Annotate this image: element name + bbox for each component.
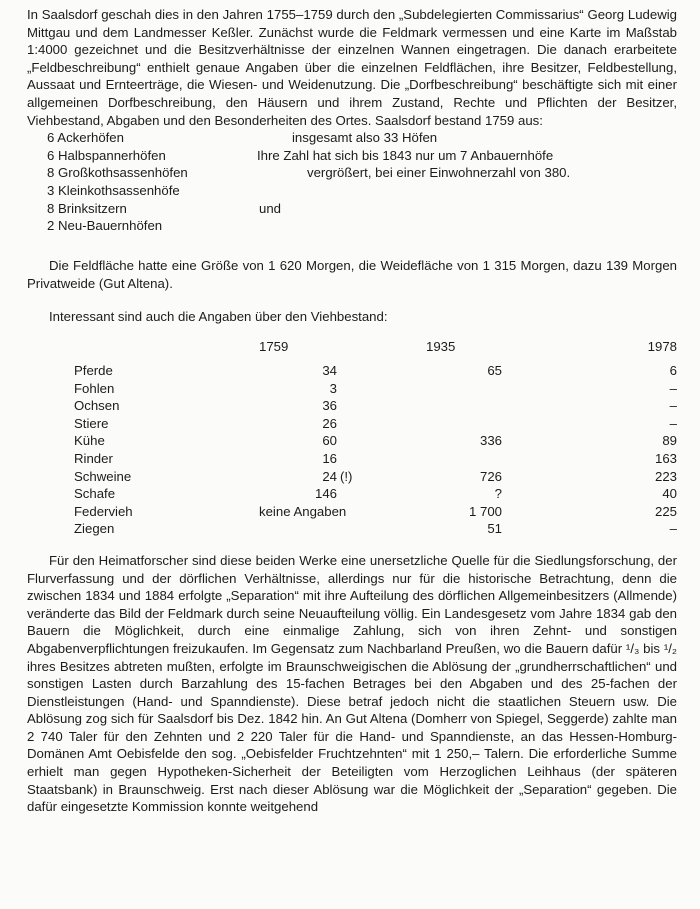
animal-name: Kühe [74, 433, 105, 449]
livestock-row [74, 503, 677, 521]
animal-name: Pferde [74, 362, 113, 378]
value-1759: 60 [322, 433, 337, 449]
animal-name: Ziegen [74, 521, 115, 537]
value-1978: 163 [654, 450, 677, 466]
livestock-header [74, 338, 677, 362]
farm-list [27, 129, 677, 241]
farm-change-note: Ihre Zahl hat sich bis 1843 nur um 7 Anbauernhöfe [257, 147, 554, 163]
livestock-row [74, 450, 677, 468]
farm-item: 6 Ackerhöfen [47, 130, 124, 146]
farm-total-note: insgesamt also 33 Höfen [292, 130, 438, 146]
animal-name: Schafe [74, 486, 116, 502]
animal-name: Stiere [74, 415, 109, 431]
livestock-row [74, 468, 677, 486]
value-1759: 34 [322, 362, 337, 378]
animal-name: Fohlen [74, 380, 115, 396]
value-1978: – [669, 380, 677, 396]
livestock-intro: Interessant sind auch die Angaben über den Viehbestand: [49, 309, 388, 325]
year-header: 1935 [426, 338, 456, 354]
farm-item: 6 Halbspannerhöfen [47, 147, 166, 163]
animal-name: Rinder [74, 450, 113, 466]
value-1978: 6 [669, 362, 677, 378]
farm-und: und [259, 200, 282, 216]
value-1978: – [669, 415, 677, 431]
value-1978: – [669, 521, 677, 537]
value-1759: keine Angaben [259, 503, 347, 519]
livestock-row [74, 380, 677, 398]
intro-paragraph: In Saalsdorf geschah dies in den Jahren 1755–1759 durch den „Subdelegierten Commissarius“ Georg Ludewig Mittgau und dem Landmesser Keßler. Zunächst wurde die Feldmark vermessen und eine Karte im Maßstab 1:4000 gezeichnet und die Besitzverhältnisse der einzelnen Wannen eingetragen. Die danach erarbeitete „Feldbeschreibung“ enthielt genaue Angaben über die einzelnen Feldflächen, ihre Besitzer, Feldbestellung, Aussaat und Ernteerträge, die Wiesen- und Weidenutzung. Die „Dorfbeschreibung“ beschäftigte sich mit einer allgemeinen Dorfbeschreibung, den Häusern und ihrem Zustand, Rechte und Pflichten der Besitzer, Viehbestand, Abgaben und den Besonderheiten des Ortes. Saalsdorf bestand 1759 aus: [27, 7, 677, 128]
livestock-row [74, 485, 677, 503]
year-header: 1759 [259, 338, 289, 354]
value-1935: 336 [479, 433, 502, 449]
animal-name: Federvieh [74, 503, 133, 519]
livestock-table [74, 338, 677, 536]
value-1978: 225 [654, 503, 677, 519]
farm-items [47, 129, 188, 235]
value-1935: ? [494, 486, 502, 502]
field-paragraph: Die Feldfläche hatte eine Größe von 1 620 Morgen, die Weidefläche von 1 315 Morgen, dazu 139 Morgen Privatweide (Gut Altena). [27, 258, 677, 291]
value-mark: (!) [340, 468, 353, 484]
document-page [27, 6, 677, 816]
value-1978: 223 [654, 468, 677, 484]
value-1759: 146 [314, 486, 337, 502]
year-header: 1978 [647, 338, 677, 354]
livestock-row [74, 397, 677, 415]
farm-item: 2 Neu-Bauernhöfen [47, 218, 163, 234]
animal-name: Ochsen [74, 398, 120, 414]
value-1935: 726 [479, 468, 502, 484]
value-1759: 16 [322, 450, 337, 466]
value-1978: 89 [662, 433, 677, 449]
animal-name: Schweine [74, 468, 132, 484]
value-1978: 40 [662, 486, 677, 502]
livestock-row [74, 362, 677, 380]
value-1759: 24 [322, 468, 337, 484]
value-1759: 26 [322, 415, 337, 431]
value-1978: – [669, 398, 677, 414]
value-1759: 3 [329, 380, 337, 396]
livestock-row [74, 520, 677, 538]
value-1935: 1 700 [468, 503, 502, 519]
value-1935: 65 [487, 362, 502, 378]
farm-item: 8 Großkothsassenhöfen [47, 165, 188, 181]
closing-paragraph: Für den Heimatforscher sind diese beiden Werke eine unersetzliche Quelle für die Siedlungsforschung, der Flurverfassung und der dörflichen Verhältnisse, allerdings nur für die historische Betrachtung, denn die zwischen 1834 und 1884 erfolgte „Separation“ mit ihre Aufteilung des dörflichen Allgemeinbesitzers (Allmende) veränderte das Bild der Feldmark durch seine Neuaufteilung völlig. Ein Landesgesetz vom Jahre 1834 gab den Bauern die Möglichkeit, durch eine einmalige Zahlung, sich von ihren Zehnt- und sonstigen Abgabenverpflichtungen freizukaufen. Im Gegensatz zum Nachbarland Preußen, wo die Bauern dafür ¹/₃ bis ¹/₂ ihres Besitzes abtreten mußten, erfolgte im Braunschweigischen die Ablösung der „grundherrschaftlichen“ und sonstigen Lasten durch Barzahlung des 15-fachen Betrages bei den Abgaben und des 25-fachen der Dienstleistungen (Hand- und Spanndienste). Diese betraf jedoch nicht die staatlichen Steuern usw. Die Ablösung zog sich für Saalsdorf bis Dez. 1842 hin. An Gut Altena (Domherr von Spiegel, Seggerde) zahlte man 2 740 Taler für den Zehnten und 2 220 Taler für die Hand- und Spanndienste, an das Hessen-Homburg-Domänen Amt Oebisfelde den sog. „Oebisfelder Fruchtzehnten“ mit 1 250,– Talern. Die erforderliche Summe erhielt man gegen Hypotheken-Sicherheit der Beteiligten vom Herzoglichen Leihhaus (der späteren Staatsbank) in Braunschweig. Erst nach dieser Ablösung war die Möglichkeit der „Separation“ gegeben. Die dafür eingesetzte Kommission konnte weitgehend [27, 552, 677, 815]
livestock-row [74, 415, 677, 433]
farm-item: 3 Kleinkothsassenhöfe [47, 182, 180, 198]
farm-item: 8 Brinksitzern [47, 200, 127, 216]
livestock-row [74, 432, 677, 450]
value-1759: 36 [322, 398, 337, 414]
farm-population-note: vergrößert, bei einer Einwohnerzahl von 380. [307, 165, 571, 181]
value-1935: 51 [487, 521, 502, 537]
